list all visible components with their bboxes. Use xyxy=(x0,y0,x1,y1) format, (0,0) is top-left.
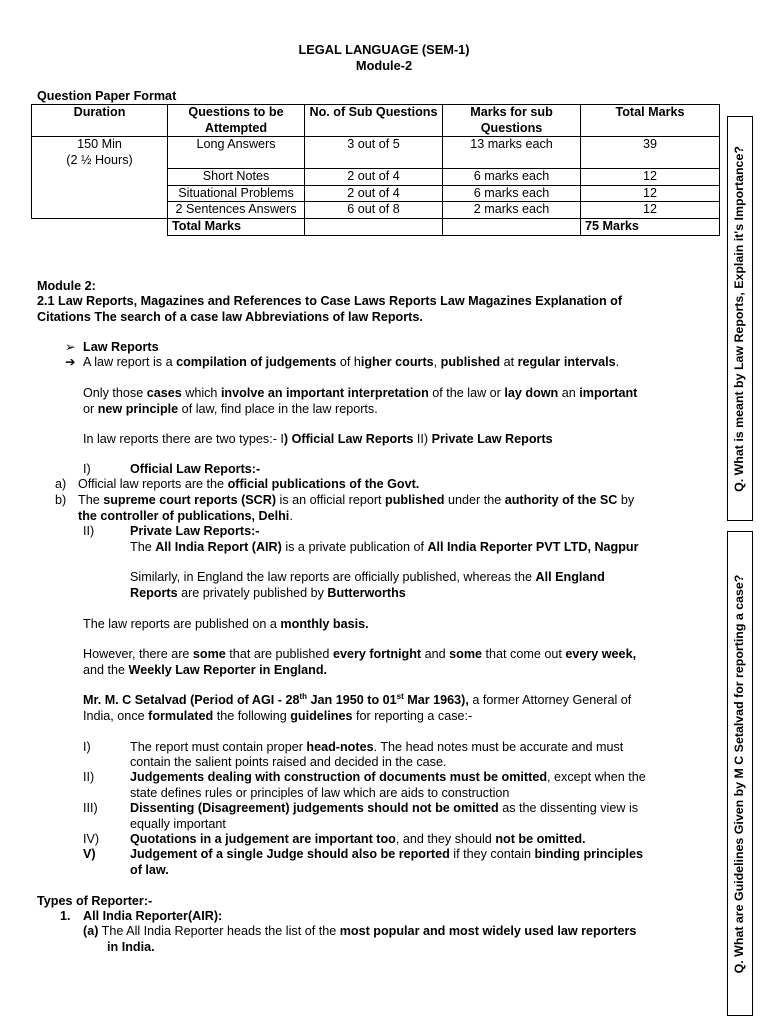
col-total-marks: Total Marks xyxy=(581,105,720,137)
side-question-1: Q. What is meant by Law Reports, Explain it's Importance? xyxy=(732,145,747,492)
guideline-num: IV) xyxy=(83,832,100,846)
item-b-line2: the controller of publications, Delhi. xyxy=(78,509,293,523)
duration-hours: (2 ½ Hours) xyxy=(66,152,133,167)
england-line2: Reports are privately published by Butterworths xyxy=(130,586,406,600)
side-question-2: Q. What are Guidelines Given by M C Setalvad for reporting a case? xyxy=(732,574,747,973)
table-cell xyxy=(32,218,168,235)
england-line1: Similarly, in England the law reports are officially published, whereas the All England xyxy=(130,570,605,584)
table-cell: 2 out of 4 xyxy=(305,169,443,186)
law-reports-title: Law Reports xyxy=(83,340,159,354)
guideline-2-line2: state defines rules or principles of law which are aids to construction xyxy=(130,786,510,800)
table-cell: 13 marks each xyxy=(443,137,581,169)
table-cell xyxy=(32,169,168,186)
page-subtitle: Module-2 xyxy=(355,58,413,73)
table-row xyxy=(32,185,720,202)
table-cell: Long Answers xyxy=(168,137,305,169)
table-cell: 39 xyxy=(581,137,720,169)
table-cell: 2 Sentences Answers xyxy=(168,202,305,219)
arrowhead-bullet-icon: ➢ xyxy=(65,340,76,354)
guideline-num: V) xyxy=(83,847,96,861)
table-cell: Short Notes xyxy=(168,169,305,186)
guideline-2-line1: Judgements dealing with construction of documents must be omitted, except when the xyxy=(130,770,646,784)
paragraph-cases-line2: or new principle of law, find place in the law reports. xyxy=(83,402,378,416)
types-a-line1: (a) The All India Reporter heads the list of the most popular and most widely used law reporters xyxy=(83,924,637,938)
page-title: LEGAL LANGUAGE (SEM-1) xyxy=(298,42,470,57)
total-value: 75 Marks xyxy=(581,218,720,235)
types-item-num: 1. xyxy=(60,909,71,923)
guideline-num: II) xyxy=(83,770,95,784)
however-line2: and the Weekly Law Reporter in England. xyxy=(83,663,328,677)
table-row xyxy=(32,169,720,186)
item-b-label: b) xyxy=(55,493,67,507)
types-a-line2: in India. xyxy=(107,940,155,954)
arrow-right-icon: ➔ xyxy=(65,355,76,369)
monthly-basis: The law reports are published on a monthly basis. xyxy=(83,617,369,631)
table-cell: 3 out of 5 xyxy=(305,137,443,169)
guideline-4-line1: Quotations in a judgement are important too, and they should not be omitted. xyxy=(130,832,586,846)
table-cell: 6 marks each xyxy=(443,169,581,186)
table-cell xyxy=(32,202,168,219)
duration-cell xyxy=(32,137,168,169)
table-cell: 12 xyxy=(581,202,720,219)
table-cell xyxy=(305,218,443,235)
paragraph-cases-line1: Only those cases which involve an important interpretation of the law or lay down an important xyxy=(83,386,638,400)
table-row xyxy=(32,137,720,169)
col-marks-sub: Marks for sub Questions xyxy=(443,105,581,137)
guideline-num: I) xyxy=(83,740,91,754)
table-cell: 12 xyxy=(581,185,720,202)
table-cell xyxy=(443,218,581,235)
side-question-box-2 xyxy=(727,531,753,1016)
table-cell: 6 marks each xyxy=(443,185,581,202)
setalvad-line2: India, once formulated the following guidelines for reporting a case:- xyxy=(83,709,473,723)
side-question-box-1 xyxy=(727,116,753,521)
col-questions: Questions to be Attempted xyxy=(168,105,305,137)
table-header-row xyxy=(32,105,720,137)
law-report-definition: ➔ A law report is a compilation of judgements of higher courts, published at regular intervals. xyxy=(65,355,620,369)
types-title: Types of Reporter:- xyxy=(37,894,153,908)
item-a-text: Official law reports are the official publications of the Govt. xyxy=(78,477,420,491)
item-a-label: a) xyxy=(55,477,67,491)
official-num: I) xyxy=(83,462,91,476)
duration-minutes: 150 Min xyxy=(77,137,122,152)
total-label: Total Marks xyxy=(168,218,305,235)
table-cell: 12 xyxy=(581,169,720,186)
table-cell xyxy=(32,185,168,202)
item-b-line1: The supreme court reports (SCR) is an official report published under the authority of the SC by xyxy=(78,493,635,507)
official-title: Official Law Reports:- xyxy=(130,462,261,476)
types-item-label: All India Reporter(AIR): xyxy=(83,909,223,923)
private-title: Private Law Reports:- xyxy=(130,524,260,538)
module-title: Module 2: xyxy=(37,279,96,293)
private-num: II) xyxy=(83,524,95,538)
table-total-row xyxy=(32,218,720,235)
guideline-num: III) xyxy=(83,801,98,815)
guideline-5-line1: Judgement of a single Judge should also be reported if they contain binding principles xyxy=(130,847,643,861)
guideline-1-line1: The report must contain proper head-notes. The head notes must be accurate and must xyxy=(130,740,624,754)
air-text: The All India Report (AIR) is a private publication of All India Reporter PVT LTD, Nagpur xyxy=(130,540,639,554)
guideline-3-line2: equally important xyxy=(130,817,226,831)
qp-heading: Question Paper Format xyxy=(37,89,177,103)
module-heading-line2: Citations The search of a case law Abbreviations of law Reports. xyxy=(37,310,423,324)
question-paper-table xyxy=(31,104,720,236)
guideline-1-line2: contain the salient points raised and decided in the case. xyxy=(130,755,447,769)
however-line1: However, there are some that are published every fortnight and some that come out every week, xyxy=(83,647,637,661)
col-duration: Duration xyxy=(32,105,168,137)
table-cell: 2 marks each xyxy=(443,202,581,219)
law-reports-bullet xyxy=(65,340,159,356)
setalvad-line1: Mr. M. C Setalvad (Period of AGI - 28th Jan 1950 to 01st Mar 1963), a former Attorney General of xyxy=(83,691,632,707)
module-heading-line1: 2.1 Law Reports, Magazines and References to Case Laws Reports Law Magazines Explanation of xyxy=(37,294,623,308)
col-sub-questions: No. of Sub Questions xyxy=(305,105,443,137)
table-cell: 2 out of 4 xyxy=(305,185,443,202)
guideline-3-line1: Dissenting (Disagreement) judgements should not be omitted as the dissenting view is xyxy=(130,801,639,815)
guideline-5-line2: of law. xyxy=(130,863,169,877)
table-row xyxy=(32,202,720,219)
paragraph-two-types: In law reports there are two types:- I) Official Law Reports II) Private Law Reports xyxy=(83,432,553,446)
table-cell: Situational Problems xyxy=(168,185,305,202)
table-cell: 6 out of 8 xyxy=(305,202,443,219)
